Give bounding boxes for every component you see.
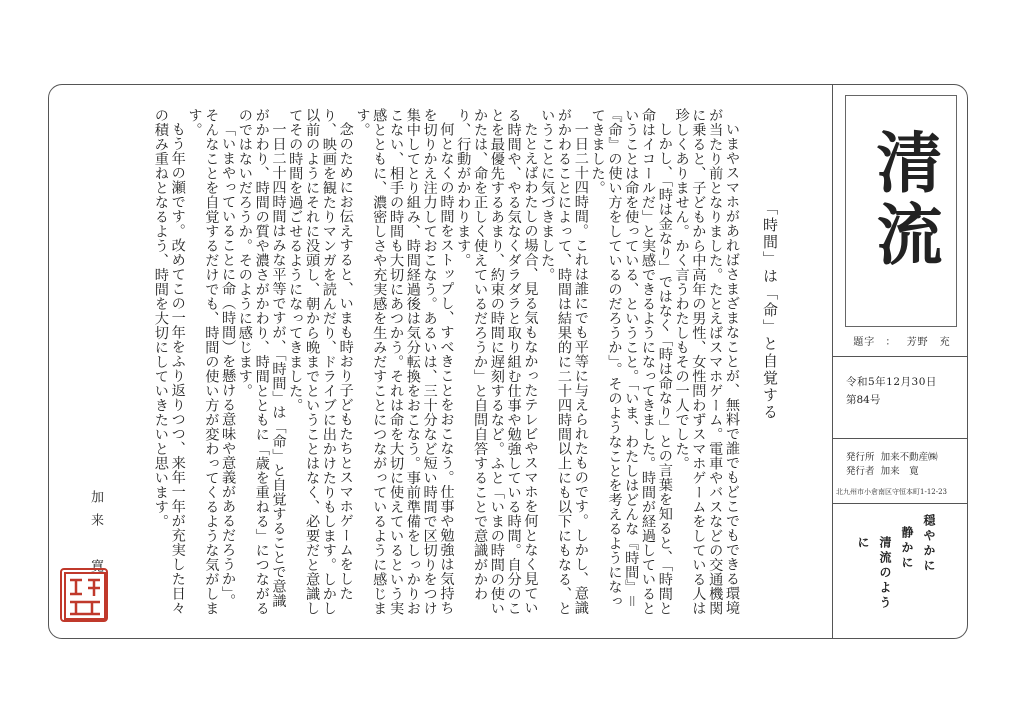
editor-label: 発行者 [846,466,875,477]
divider-line [832,503,968,504]
column-divider [832,84,833,639]
paragraph: 一日二十四時間。これは誰にでも平等に与えられたものです。しかし、意識がかわることによって、時間は結果的に二十四時間以上にも以下にもなる、ということに気づきました。 [539,108,589,616]
masthead-title: 清流 [865,128,943,272]
article-body [128,108,740,618]
divider-line [832,356,968,357]
motto-line: 穏やかに [922,514,936,574]
publisher-label: 発行所 [846,452,875,463]
paragraph: 何となくの時間をストップし、すべきことをおこなう。仕事や勉強は気持ちを切りかえ注力しておこなう。あるいは、三十分など短い時間で区切りをつけ集中してとり組み、時間経過後は気分転換をおこなう。事前準備をしっかりおこない、相手の時間も大切にあつかう。それは命を大切に使えているという実感とともに、濃密しさや充実感を生みだすことにつながっているように感じます。 [354,108,455,616]
credit-name: 芳野 充 [906,337,951,348]
publisher-address: 北九州市小倉南区守恒本町1-12-23 [836,488,947,496]
credit-separator: ： [885,337,897,348]
paragraph: 「いまやっていることに命（時間）を懸ける意味や意義があるだろうか」。そんなことを自覚するだけでも、時間の使い方が変わってくるような気がします。 [186,108,237,616]
author-signature: 加来 寛 [88,490,103,582]
paragraph: いまやスマホがあればさまざまなことが、無料で誰でもどこでもできる環境が当たり前となりました。たとえばスマホゲーム。電車やバスなどの交通機関に乗ると、子どもから中高年の男性、女性問わずスマホゲームをしている人は珍しくありません。かく言うわたしもその一人でした。 [673,108,740,616]
paragraph: 一日二十四時間はみな平等ですが、「時間」は「命」と自覚することで意識がかわり、時間の質や濃さがかわり、時間とともに「歳を重ねる」につながるのではないだろうか。そのように感じます。 [236,108,287,616]
publisher-name: 加来不動産㈱ [880,452,938,463]
credit-label: 題字 [853,337,876,348]
divider-line [832,438,968,439]
issue-date: 令和5年12月30日 [846,376,937,388]
motto-line: 静かに [900,526,914,571]
editor-name: 加来 寛 [880,466,919,477]
motto [852,514,940,624]
motto-line: 清流のように [856,536,892,611]
paragraph: 念のためにお伝えすると、いまも時おり子どもたちとスマホゲームをしたり、映画を観たりマンガを読んだり、ドライブに出かけたりもします。しかし以前のようにそれに没頭し、朝から晩までということはなく、必要だと意識してその時間を過ごせるようになってきました。 [287,108,354,616]
paragraph: しかし、「時は金なり」ではなく「時は命なり」との言葉を知ると、「時間と命はイコールだ」と実感できるようになってきました。時間が経過しているということは命を使っている、ということ。「いま、わたしはどんな『時間』＝『命』の使い方をしているのだろうか」。そのようなことを考えるようになってきました。 [589,108,673,616]
article-headline: 「時間」は「命」と自覚する [761,200,779,421]
issue-number: 第84号 [846,394,881,406]
paragraph: もう年の瀬です。改めてこの一年をふり返りつつ、来年一年が充実した日々の積み重ねとなるよう、時間を大切にしていきたいと思います。 [152,108,186,616]
seal-stamp [60,568,108,622]
publisher-info [846,451,938,479]
title-credit [846,333,958,348]
paragraph: たとえばわたしの場合、見る気もなかったテレビやスマホを何となく見ている時間や、やる気なくダラダラと取り組む仕事や勉強している時間。自分のことを最優先するあまり、約束の時間に遅刻するなど。ふと「いまの時間の使いかたは、命を正しく使えているだろうか」と自問自答することで意識がかわり、行動がかわります。 [455,108,539,616]
